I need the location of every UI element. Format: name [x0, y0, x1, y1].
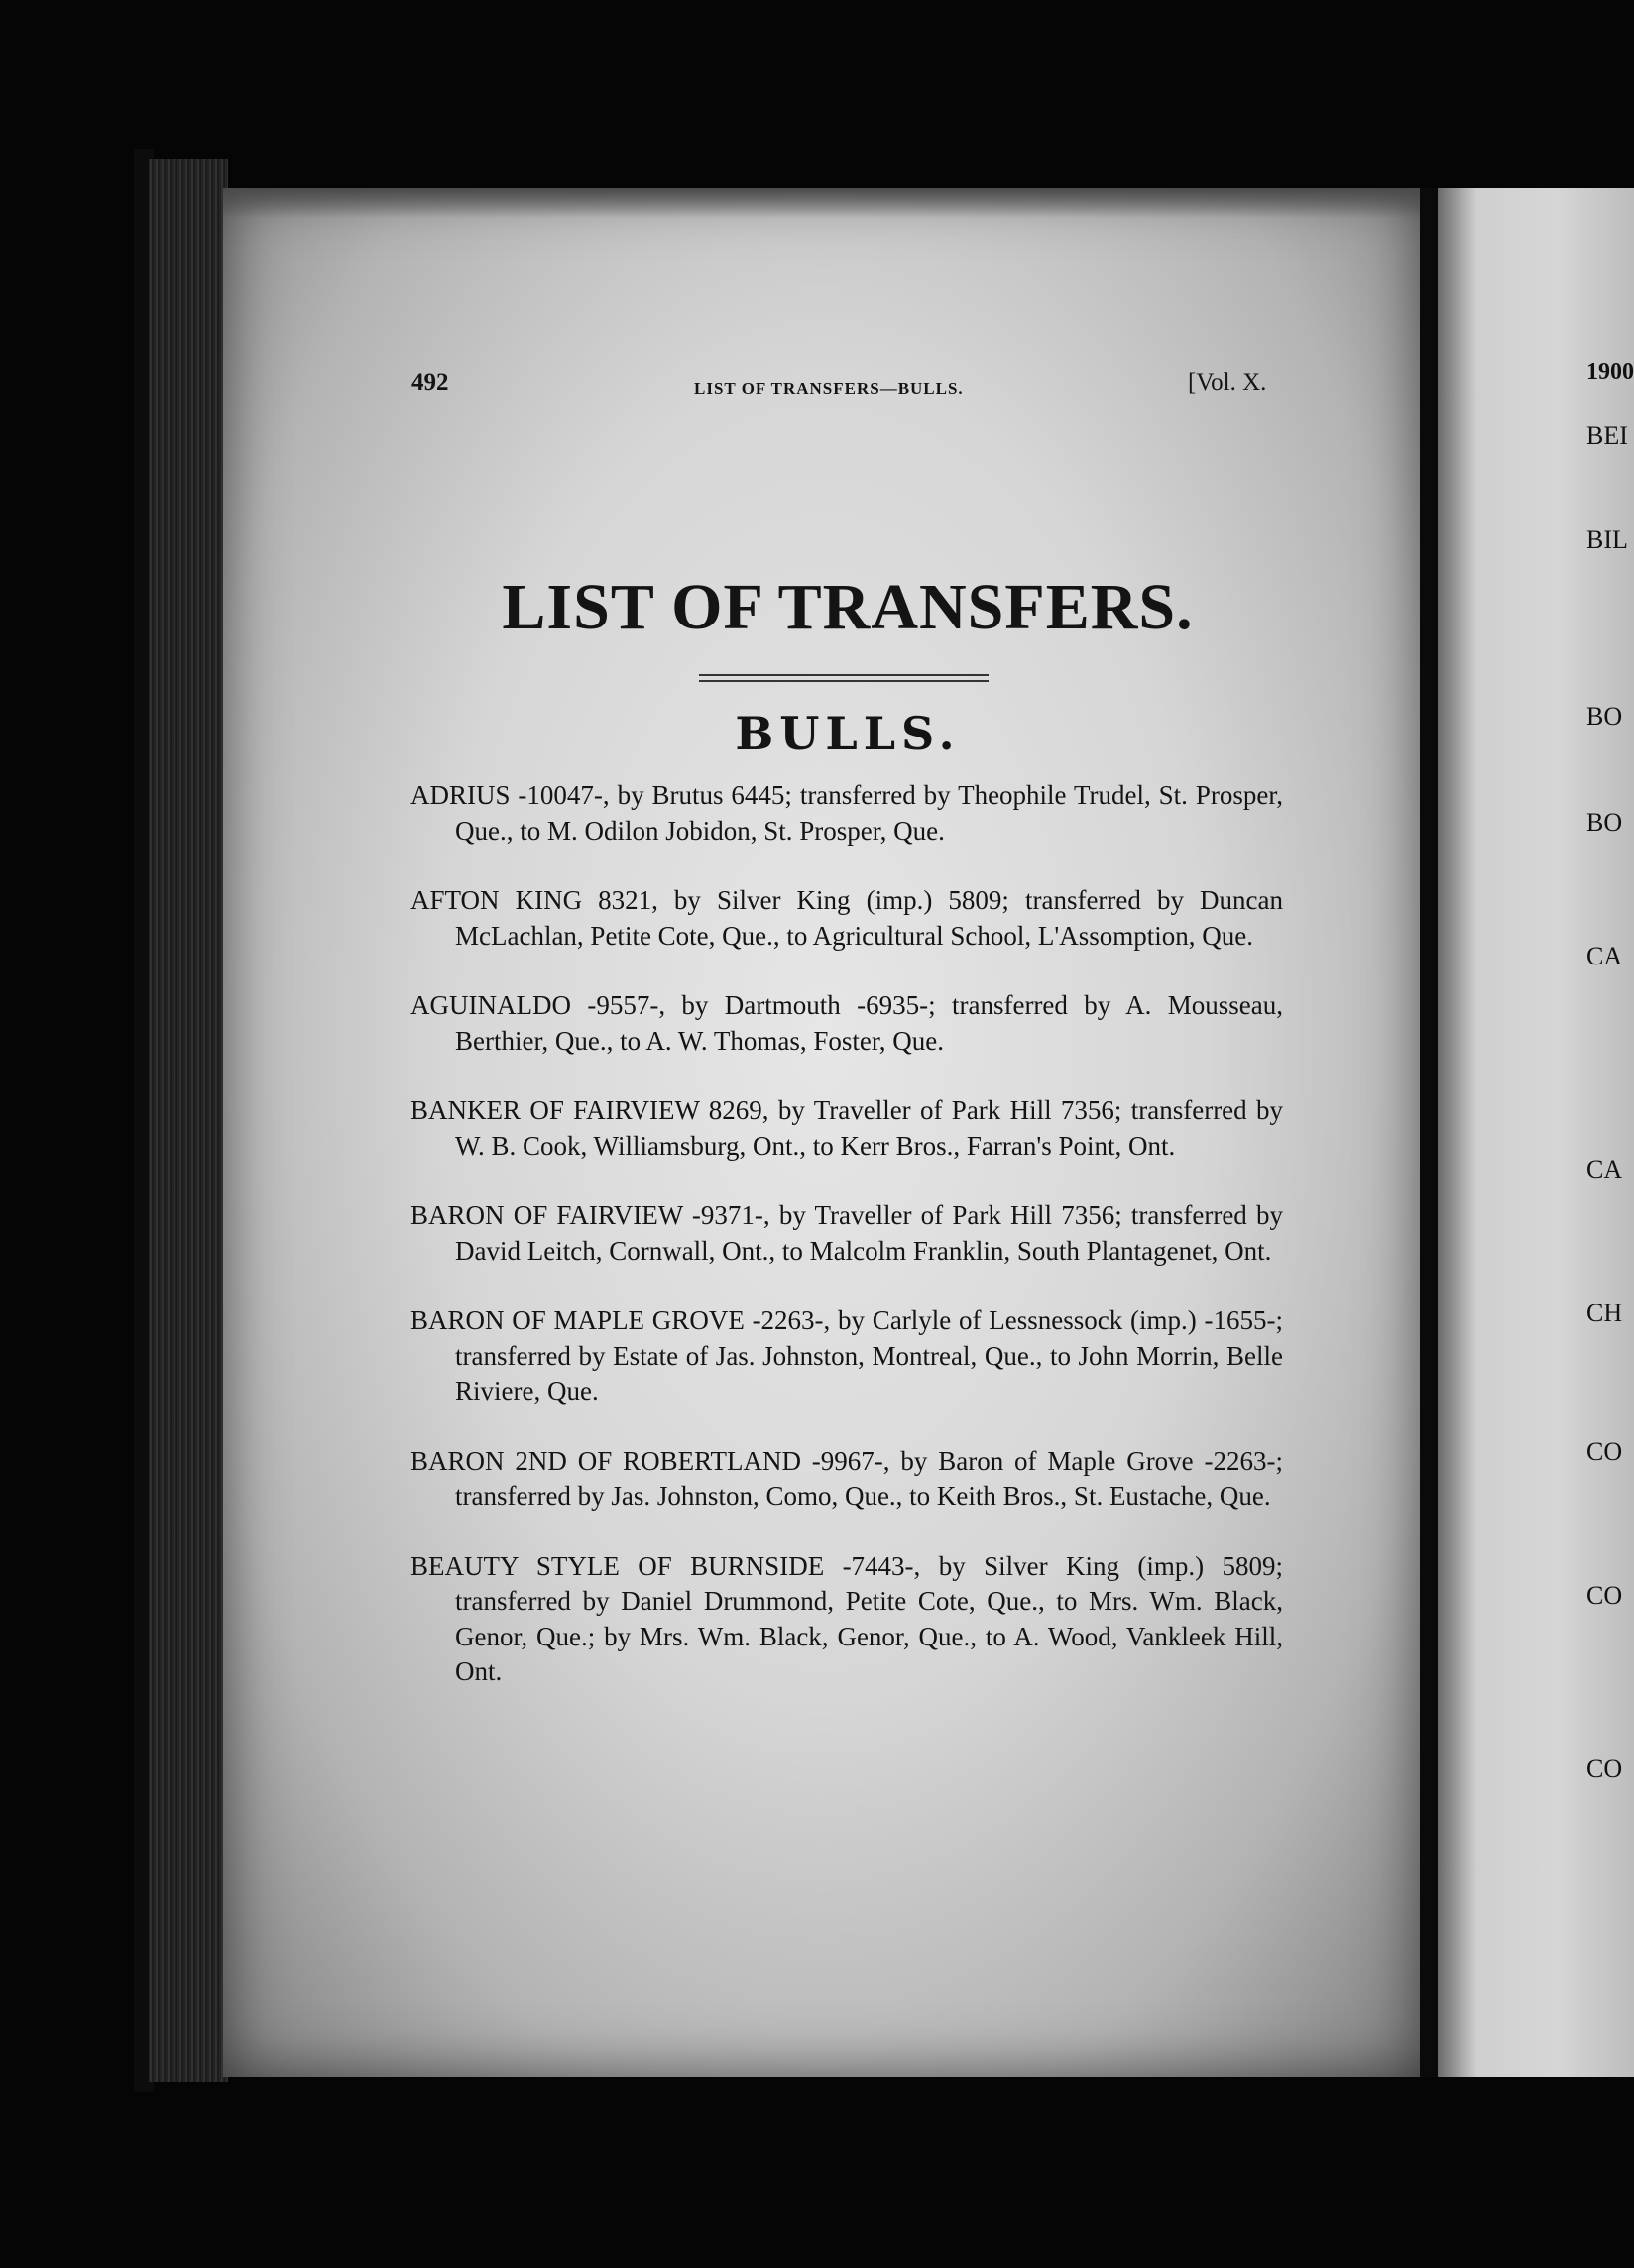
- page-gutter: [1420, 188, 1438, 2077]
- transfer-entry: BARON OF MAPLE GROVE -2263-, by Carlyle of Lessnessock (imp.) -1655-; transferred by Estate of Jas. Johnston, Montreal, Que., to John Morrin, Belle Riviere, Que.: [410, 1305, 1283, 1406]
- facing-page: [1438, 188, 1634, 2077]
- facing-page-word: CA: [1586, 942, 1623, 970]
- page-title: LIST OF TRANSFERS.: [502, 571, 1194, 643]
- transfer-entry: BARON OF FAIRVIEW -9371-, by Traveller of Park Hill 7356; transferred by David Leitch, Cornwall, Ont., to Malcolm Franklin, South Plantagenet, Ont.: [410, 1200, 1283, 1266]
- book-page-edges: [149, 159, 228, 2082]
- transfer-entry: ADRIUS -10047-, by Brutus 6445; transferred by Theophile Trudel, St. Prosper, Que., to M. Odilon Jobidon, St. Prosper, Que.: [410, 780, 1283, 846]
- facing-page-word: CH: [1586, 1299, 1623, 1327]
- transfer-entry: AFTON KING 8321, by Silver King (imp.) 5809; transferred by Duncan McLachlan, Petite Cote, Que., to Agricultural School, L'Assomption, Que.: [410, 885, 1283, 951]
- title-rule-top: [699, 674, 989, 676]
- facing-page-number: 1900: [1586, 359, 1634, 385]
- facing-page-word: BEI: [1586, 421, 1628, 450]
- page-top-shadow: [223, 188, 1423, 218]
- page-number: 492: [411, 369, 449, 396]
- facing-page-word: BO: [1586, 808, 1623, 837]
- title-rule-bottom: [699, 680, 989, 682]
- facing-page-word: CO: [1586, 1581, 1623, 1610]
- running-title: LIST OF TRANSFERS—BULLS.: [694, 379, 964, 397]
- volume-label: [Vol. X.: [1188, 369, 1267, 396]
- facing-page-word: BIL: [1586, 525, 1628, 554]
- facing-page-word: BO: [1586, 702, 1623, 731]
- section-heading: BULLS.: [735, 707, 961, 760]
- facing-page-word: CO: [1586, 1437, 1623, 1466]
- transfer-entry: BARON 2ND OF ROBERTLAND -9967-, by Baron of Maple Grove -2263-; transferred by Jas. Johnston, Como, Que., to Keith Bros., St. Eustache, Que.: [410, 1445, 1283, 1511]
- transfer-entry: AGUINALDO -9557-, by Dartmouth -6935-; transferred by A. Mousseau, Berthier, Que., to A. W. Thomas, Foster, Que.: [410, 990, 1283, 1056]
- facing-page-word: CO: [1586, 1755, 1623, 1783]
- transfer-entry: BEAUTY STYLE OF BURNSIDE -7443-, by Silver King (imp.) 5809; transferred by Daniel Drummond, Petite Cote, Que., to Mrs. Wm. Black, Genor, Que.; by Mrs. Wm. Black, Genor, Que., to A. Wood, Vankleek Hill, Ont.: [410, 1550, 1283, 1686]
- transfer-list: [410, 778, 1283, 1690]
- facing-page-word: CA: [1586, 1155, 1623, 1184]
- transfer-entry: BANKER OF FAIRVIEW 8269, by Traveller of Park Hill 7356; transferred by W. B. Cook, Williamsburg, Ont., to Kerr Bros., Farran's Point, Ont.: [410, 1095, 1283, 1161]
